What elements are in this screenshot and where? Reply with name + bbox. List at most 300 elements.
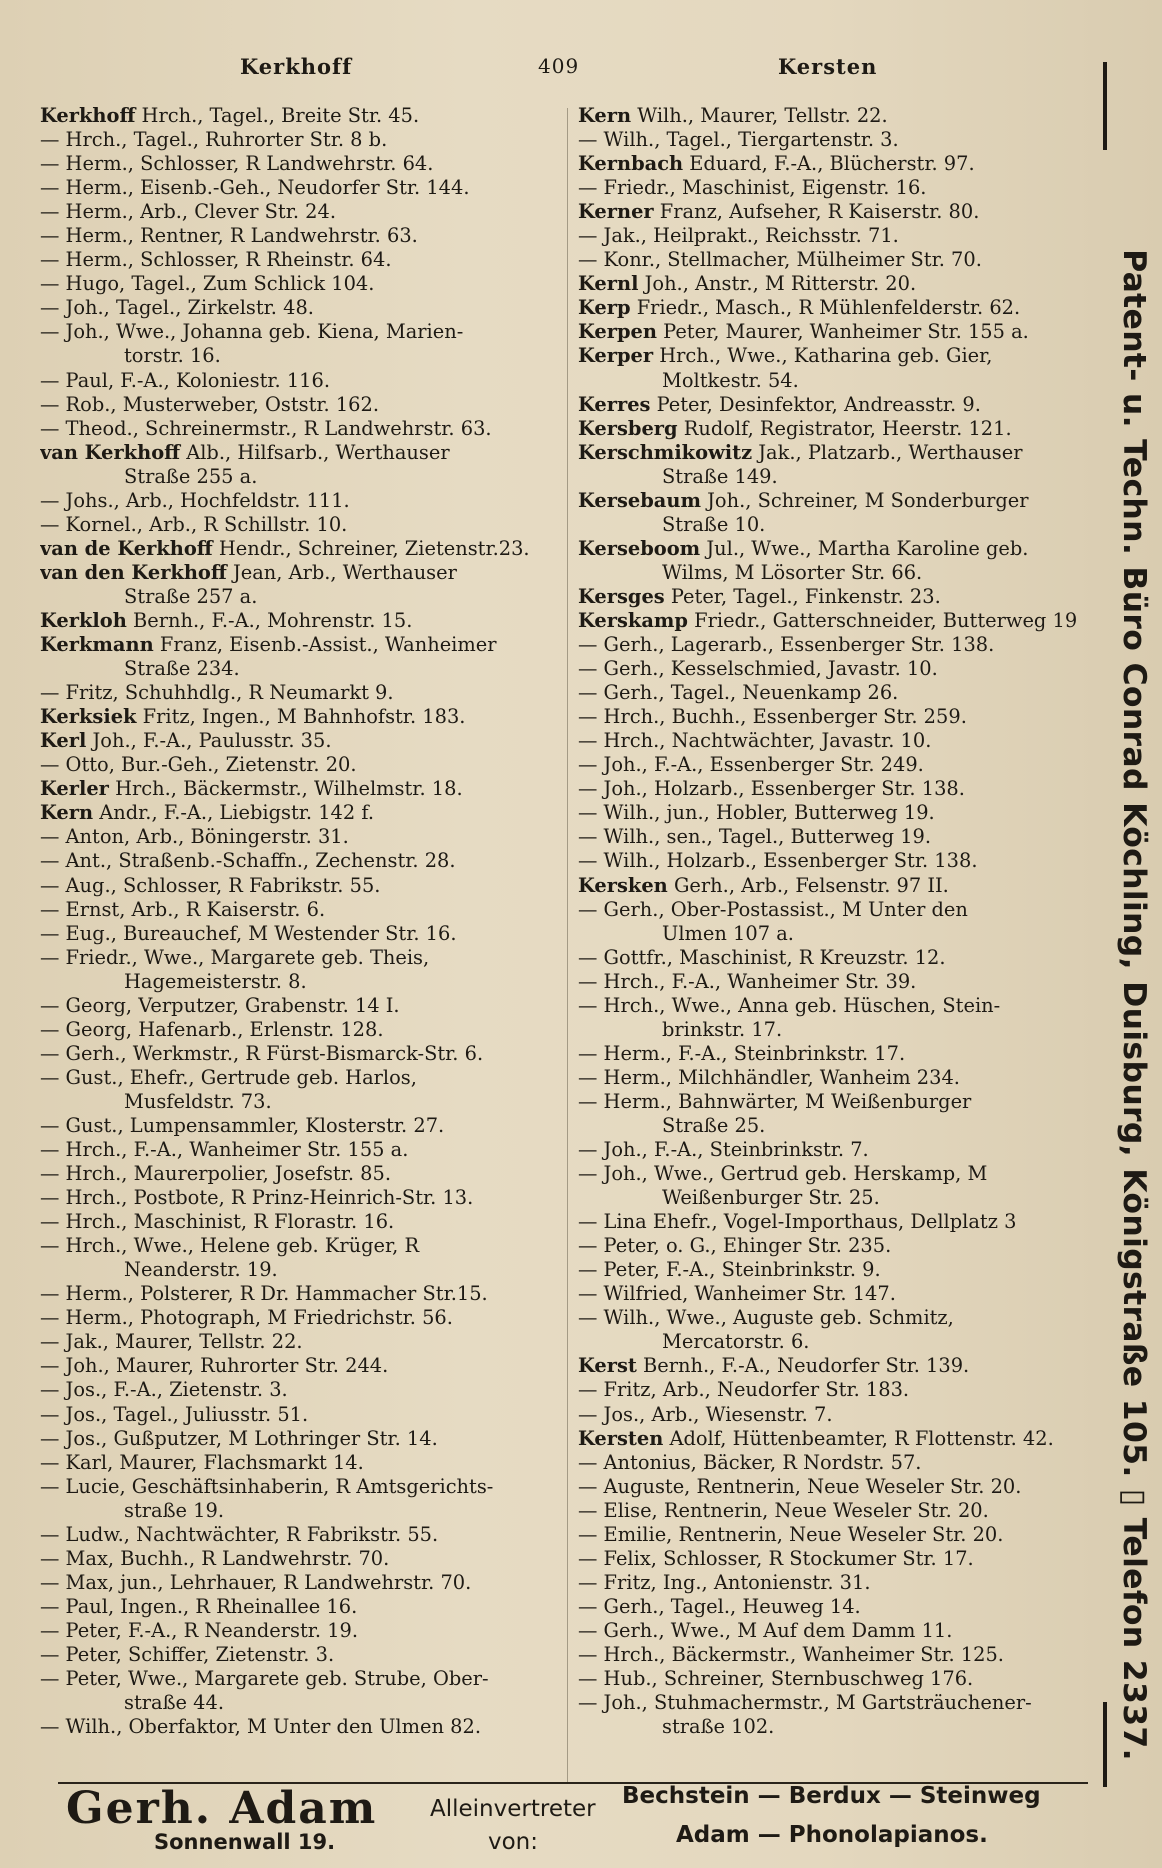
entry-text: — Felix, Schlosser, R Stockumer Str. 17.: [578, 1546, 974, 1570]
entry-text: Straße 255 a.: [124, 464, 258, 488]
directory-entry-line: [40, 489, 580, 513]
entry-surname: Kerp: [578, 296, 631, 320]
directory-entry-line: [578, 1306, 1088, 1330]
directory-entry-line: [40, 1042, 580, 1066]
entry-text: Friedr., Masch., R Mühlenfelderstr. 62.: [630, 296, 1021, 320]
entry-text: Neanderstr. 19.: [124, 1258, 278, 1282]
entry-text: Gerh., Arb., Felsenstr. 97 II.: [667, 873, 949, 897]
entry-text: — Gust., Lumpensammler, Klosterstr. 27.: [40, 1113, 445, 1137]
directory-entry-line: [40, 849, 580, 873]
left-column-entries: [40, 104, 580, 1739]
running-header-right: Kersten: [778, 54, 878, 79]
directory-entry-line: [578, 1691, 1088, 1715]
entry-text: Adolf, Hüttenbeamter, R Flottenstr. 42.: [663, 1426, 1054, 1450]
directory-entry-line: [578, 200, 1088, 224]
entry-text: — Jos., Tagel., Juliusstr. 51.: [40, 1402, 309, 1426]
directory-entry-line: [578, 801, 1088, 825]
directory-entry-line: [40, 970, 580, 994]
directory-entry-line: [578, 825, 1088, 849]
directory-entry-line: [578, 128, 1088, 152]
directory-entry-line: [578, 1354, 1088, 1378]
entry-text: — Herm., Arb., Clever Str. 24.: [40, 200, 337, 224]
entry-text: — Jos., Gußputzer, M Lothringer Str. 14.: [40, 1426, 438, 1450]
directory-entry-line: [40, 1354, 580, 1378]
directory-entry-line: [40, 344, 580, 368]
entry-text: — Hrch., F.-A., Wanheimer Str. 155 a.: [40, 1138, 409, 1162]
directory-entry-line: [40, 1162, 580, 1186]
directory-entry-line: [40, 1018, 580, 1042]
entry-text: — Gerh., Werkmstr., R Fürst-Bismarck-Str. 6.: [40, 1041, 484, 1065]
entry-text: — Gerh., Tagel., Neuenkamp 26.: [578, 681, 899, 705]
directory-entry-line: [578, 994, 1088, 1018]
entry-text: — Ludw., Nachtwächter, R Fabrikstr. 55.: [40, 1522, 439, 1546]
directory-entry-line: [578, 1210, 1088, 1234]
directory-entry-line: [40, 152, 580, 176]
directory-entry-line: [40, 898, 580, 922]
entry-text: Joh., Schreiner, M Sonderburger: [700, 488, 1029, 512]
entry-surname: Kerschmikowitz: [578, 440, 753, 464]
directory-entry-line: [40, 128, 580, 152]
footer-ad-brands-line2: Adam — Phonolapianos.: [676, 1822, 988, 1848]
directory-entry-line: [578, 1138, 1088, 1162]
directory-entry-line: [578, 633, 1088, 657]
entry-text: Jak., Platzarb., Werthauser: [752, 440, 1023, 464]
entry-text: Jul., Wwe., Martha Karoline geb.: [700, 536, 1029, 560]
entry-text: — Herm., Rentner, R Landwehrstr. 63.: [40, 224, 418, 248]
directory-entry-line: [578, 970, 1088, 994]
directory-entry-line: [40, 537, 580, 561]
right-column-entries: [578, 104, 1088, 1739]
entry-text: — Antonius, Bäcker, R Nordstr. 57.: [578, 1450, 922, 1474]
directory-entry-line: [40, 465, 580, 489]
entry-text: Hagemeisterstr. 8.: [124, 969, 307, 993]
entry-surname: van den Kerkhoff: [40, 560, 227, 584]
entry-text: — Herm., Polsterer, R Dr. Hammacher Str.15.: [40, 1282, 488, 1306]
entry-surname: Kerkhoff: [40, 104, 136, 127]
entry-surname: van de Kerkhoff: [40, 536, 213, 560]
directory-entry-line: [578, 1234, 1088, 1258]
directory-entry-line: [40, 176, 580, 200]
directory-entry-line: [578, 537, 1088, 561]
entry-text: — Herm., Milchhändler, Wanheim 234.: [578, 1065, 960, 1089]
entry-text: — Kornel., Arb., R Schillstr. 10.: [40, 512, 348, 536]
entry-text: Hrch., Wwe., Katharina geb. Gier,: [653, 344, 993, 368]
entry-text: — Jos., Arb., Wiesenstr. 7.: [578, 1402, 833, 1426]
directory-entry-line: [578, 1066, 1088, 1090]
directory-entry-line: [40, 417, 580, 441]
footer-ad-brands-line1: Bechstein — Berdux — Steinweg: [622, 1783, 1041, 1809]
entry-text: — Konr., Stellmacher, Mülheimer Str. 70.: [578, 248, 982, 272]
running-header-left: Kerkhoff: [240, 54, 353, 79]
entry-text: straße 19.: [124, 1498, 225, 1522]
directory-entry-line: [578, 1403, 1088, 1427]
entry-text: — Peter, F.-A., Steinbrinkstr. 9.: [578, 1258, 881, 1282]
entry-text: — Lina Ehefr., Vogel-Importhaus, Dellplatz 3: [578, 1210, 1017, 1234]
entry-surname: Kern: [40, 801, 94, 825]
directory-entry-line: [40, 1451, 580, 1475]
entry-surname: Kerkloh: [40, 608, 127, 632]
entry-text: — Joh., F.-A., Steinbrinkstr. 7.: [578, 1138, 869, 1162]
entry-text: — Aug., Schlosser, R Fabrikstr. 55.: [40, 873, 381, 897]
entry-text: — Auguste, Rentnerin, Neue Weseler Str. 20.: [578, 1474, 1022, 1498]
entry-text: — Jak., Heilprakt., Reichsstr. 71.: [578, 224, 899, 248]
entry-text: — Herm., Schlosser, R Landwehrstr. 64.: [40, 152, 434, 176]
directory-entry-line: [40, 272, 580, 296]
entry-text: Weißenburger Str. 25.: [662, 1186, 880, 1210]
entry-text: Ulmen 107 a.: [662, 921, 794, 945]
entry-text: — Joh., Wwe., Gertrud geb. Herskamp, M: [578, 1162, 988, 1186]
entry-surname: Kerst: [578, 1354, 637, 1378]
directory-entry-line: [40, 248, 580, 272]
entry-text: Straße 149.: [662, 464, 778, 488]
directory-entry-line: [40, 1427, 580, 1451]
entry-surname: Kerpen: [578, 320, 657, 344]
directory-entry-line: [578, 657, 1088, 681]
directory-entry-line: [40, 513, 580, 537]
entry-text: Peter, Desinfektor, Andreasstr. 9.: [650, 392, 981, 416]
directory-entry-line: [40, 1138, 580, 1162]
entry-text: — Jos., F.-A., Zietenstr. 3.: [40, 1378, 288, 1402]
directory-entry-line: [578, 369, 1088, 393]
directory-entry-line: [40, 633, 580, 657]
directory-entry-line: [578, 296, 1088, 320]
entry-text: — Hrch., F.-A., Wanheimer Str. 39.: [578, 969, 917, 993]
entry-text: Fritz, Ingen., M Bahnhofstr. 183.: [136, 705, 466, 729]
directory-entry-line: [578, 417, 1088, 441]
entry-text: Bernh., F.-A., Neudorfer Str. 139.: [636, 1354, 970, 1378]
entry-surname: Kerkmann: [40, 633, 154, 657]
directory-entry-line: [578, 1330, 1088, 1354]
directory-entry-line: [578, 465, 1088, 489]
entry-text: — Gerh., Lagerarb., Essenberger Str. 138.: [578, 633, 995, 657]
directory-entry-line: [578, 1595, 1088, 1619]
entry-text: Friedr., Gatterschneider, Butterweg 19: [687, 608, 1078, 632]
entry-text: — Peter, Wwe., Margarete geb. Strube, Ober-: [40, 1667, 489, 1691]
directory-entry-line: [40, 922, 580, 946]
entry-text: Bernh., F.-A., Mohrenstr. 15.: [126, 608, 413, 632]
entry-text: — Hrch., Bäckermstr., Wanheimer Str. 125.: [578, 1643, 1004, 1666]
entry-text: — Hrch., Nachtwächter, Javastr. 10.: [578, 729, 932, 753]
entry-text: — Wilh., Holzarb., Essenberger Str. 138.: [578, 849, 978, 873]
entry-text: — Hrch., Maurerpolier, Josefstr. 85.: [40, 1162, 392, 1186]
entry-text: — Wilh., Wwe., Auguste geb. Schmitz,: [578, 1306, 954, 1330]
entry-text: Straße 234.: [124, 657, 240, 681]
entry-text: — Hugo, Tagel., Zum Schlick 104.: [40, 272, 375, 296]
directory-entry-line: [40, 1547, 580, 1571]
directory-entry-line: [578, 224, 1088, 248]
entry-text: straße 44.: [124, 1691, 225, 1715]
directory-entry-line: [578, 946, 1088, 970]
entry-text: Hrch., Tagel., Breite Str. 45.: [135, 104, 420, 127]
directory-entry-line: [40, 1330, 580, 1354]
directory-entry-line: [40, 1210, 580, 1234]
directory-entry-line: [578, 393, 1088, 417]
entry-surname: Kerskamp: [578, 608, 688, 632]
directory-entry-line: [578, 248, 1088, 272]
entry-text: — Fritz, Schuhhdlg., R Neumarkt 9.: [40, 681, 394, 705]
directory-entry-line: [578, 1499, 1088, 1523]
directory-entry-line: [578, 489, 1088, 513]
directory-entry-line: [40, 224, 580, 248]
entry-text: Franz, Aufseher, R Kaiserstr. 80.: [653, 200, 980, 224]
directory-entry-line: [40, 705, 580, 729]
entry-text: — Paul, Ingen., R Rheinallee 16.: [40, 1594, 358, 1618]
directory-entry-line: [578, 1114, 1088, 1138]
directory-entry-line: [40, 1403, 580, 1427]
entry-text: — Joh., F.-A., Essenberger Str. 249.: [578, 753, 924, 777]
directory-entry-line: [578, 513, 1088, 537]
directory-entry-line: [40, 585, 580, 609]
directory-entry-line: [40, 320, 580, 344]
entry-text: — Anton, Arb., Böningerstr. 31.: [40, 825, 349, 849]
directory-entry-line: [578, 152, 1088, 176]
directory-entry-line: [40, 296, 580, 320]
entry-text: — Eug., Bureauchef, M Westender Str. 16.: [40, 921, 457, 945]
entry-text: Joh., Anstr., M Ritterstr. 20.: [638, 272, 917, 296]
entry-text: — Herm., Bahnwärter, M Weißenburger: [578, 1089, 972, 1113]
directory-entry-line: [40, 729, 580, 753]
entry-text: Straße 25.: [662, 1113, 766, 1137]
directory-entry-line: [40, 994, 580, 1018]
directory-entry-line: [40, 1090, 580, 1114]
footer-ad-address: Sonnenwall 19.: [154, 1830, 336, 1854]
page-number: 409: [538, 54, 580, 78]
entry-text: — Gerh., Kesselschmied, Javastr. 10.: [578, 657, 938, 681]
directory-entry-line: [40, 200, 580, 224]
entry-text: — Fritz, Ing., Antonienstr. 31.: [578, 1570, 871, 1594]
directory-entry-line: [578, 1042, 1088, 1066]
directory-entry-line: [578, 922, 1088, 946]
directory-entry-line: [578, 1475, 1088, 1499]
entry-surname: Kernl: [578, 272, 639, 296]
entry-text: torstr. 16.: [124, 344, 221, 368]
sidebar-rule-bottom: [1103, 1702, 1107, 1787]
footer-ad-company-name: Gerh. Adam: [66, 1783, 378, 1834]
directory-entry-line: [578, 1018, 1088, 1042]
directory-entry-line: [578, 585, 1088, 609]
entry-text: Musfeldstr. 73.: [124, 1089, 272, 1113]
directory-entry-line: [578, 1427, 1088, 1451]
entry-text: — Rob., Musterweber, Oststr. 162.: [40, 392, 380, 416]
entry-text: — Joh., Holzarb., Essenberger Str. 138.: [578, 777, 965, 801]
entry-text: — Gerh., Ober-Postassist., M Unter den: [578, 897, 968, 921]
entry-text: — Gottfr., Maschinist, R Kreuzstr. 12.: [578, 945, 946, 969]
entry-text: Peter, Tagel., Finkenstr. 23.: [664, 584, 941, 608]
entry-surname: Kerl: [40, 729, 87, 753]
entry-text: — Georg, Verputzer, Grabenstr. 14 I.: [40, 993, 400, 1017]
entry-text: — Peter, o. G., Ehinger Str. 235.: [578, 1234, 892, 1258]
directory-entry-line: [578, 1090, 1088, 1114]
directory-entry-line: [40, 681, 580, 705]
entry-surname: Kerler: [40, 777, 109, 801]
entry-text: Wilms, M Lösorter Str. 66.: [662, 560, 923, 584]
entry-text: — Hrch., Wwe., Anna geb. Hüschen, Stein-: [578, 993, 1001, 1017]
entry-text: Mercatorstr. 6.: [662, 1330, 810, 1354]
entry-text: — Peter, F.-A., R Neanderstr. 19.: [40, 1618, 359, 1642]
directory-entry-line: [578, 1643, 1088, 1667]
directory-entry-line: [40, 1114, 580, 1138]
directory-entry-line: [40, 1523, 580, 1547]
directory-entry-line: [578, 874, 1088, 898]
entry-text: — Max, jun., Lehrhauer, R Landwehrstr. 70.: [40, 1570, 472, 1594]
directory-entry-line: [578, 1547, 1088, 1571]
entry-surname: Kersten: [578, 1426, 664, 1450]
entry-text: Eduard, F.-A., Blücherstr. 97.: [683, 152, 975, 176]
entry-text: — Max, Buchh., R Landwehrstr. 70.: [40, 1546, 390, 1570]
entry-text: Andr., F.-A., Liebigstr. 142 f.: [93, 801, 375, 825]
directory-entry-line: [40, 393, 580, 417]
entry-surname: Kersebaum: [578, 488, 701, 512]
directory-entry-line: [578, 753, 1088, 777]
directory-entry-line: [578, 1619, 1088, 1643]
entry-text: — Hrch., Tagel., Ruhrorter Str. 8 b.: [40, 128, 388, 152]
entry-text: — Lucie, Geschäftsinhaberin, R Amtsgerichts-: [40, 1474, 494, 1498]
entry-text: — Ernst, Arb., R Kaiserstr. 6.: [40, 897, 326, 921]
directory-entry-line: [40, 1186, 580, 1210]
entry-text: — Hrch., Maschinist, R Florastr. 16.: [40, 1210, 395, 1234]
directory-entry-line: [578, 1258, 1088, 1282]
directory-entry-line: [40, 1571, 580, 1595]
directory-entry-line: [578, 1186, 1088, 1210]
entry-text: Hendr., Schreiner, Zietenstr.23.: [212, 536, 530, 560]
entry-text: — Joh., Wwe., Johanna geb. Kiena, Marien-: [40, 320, 464, 344]
directory-entry-line: [40, 1691, 580, 1715]
directory-entry-line: [578, 849, 1088, 873]
directory-entry-line: [40, 657, 580, 681]
entry-text: — Herm., Schlosser, R Rheinstr. 64.: [40, 248, 392, 272]
entry-surname: Kerksiek: [40, 705, 137, 729]
entry-text: Peter, Maurer, Wanheimer Str. 155 a.: [656, 320, 1029, 344]
entry-surname: Kernbach: [578, 152, 684, 176]
sidebar-ad-text: Patent- u. Techn. Büro Conrad Köchling, Duisburg, Königstraße 105. ▯ Telefon 2337.: [1116, 249, 1152, 1761]
entry-text: — Herm., Photograph, M Friedrichstr. 56.: [40, 1306, 453, 1330]
directory-entry-line: [578, 777, 1088, 801]
directory-entry-line: [578, 898, 1088, 922]
directory-entry-line: [40, 825, 580, 849]
directory-entry-line: [40, 441, 580, 465]
entry-text: — Theod., Schreinermstr., R Landwehrstr. 63.: [40, 416, 492, 440]
entry-text: — Karl, Maurer, Flachsmarkt 14.: [40, 1450, 364, 1474]
directory-entry-line: [40, 1475, 580, 1499]
entry-text: — Wilh., Oberfaktor, M Unter den Ulmen 82.: [40, 1715, 481, 1739]
directory-entry-line: [578, 1715, 1088, 1739]
directory-entry-line: [40, 777, 580, 801]
entry-text: Franz, Eisenb.-Assist., Wanheimer: [153, 633, 497, 657]
directory-entry-line: [40, 1667, 580, 1691]
entry-text: — Johs., Arb., Hochfeldstr. 111.: [40, 488, 350, 512]
directory-entry-line: [40, 1258, 580, 1282]
directory-entry-line: [40, 1619, 580, 1643]
entry-surname: Kersken: [578, 873, 668, 897]
directory-entry-line: [578, 681, 1088, 705]
entry-text: — Elise, Rentnerin, Neue Weseler Str. 20.: [578, 1498, 989, 1522]
entry-text: — Hrch., Postbote, R Prinz-Heinrich-Str. 13.: [40, 1186, 474, 1210]
directory-entry-line: [40, 1499, 580, 1523]
entry-text: — Peter, Schiffer, Zietenstr. 3.: [40, 1643, 335, 1666]
entry-text: — Wilfried, Wanheimer Str. 147.: [578, 1282, 896, 1306]
entry-text: — Georg, Hafenarb., Erlenstr. 128.: [40, 1017, 384, 1041]
entry-surname: Kerner: [578, 200, 654, 224]
directory-entry-line: [40, 801, 580, 825]
entry-text: — Gust., Ehefr., Gertrude geb. Harlos,: [40, 1065, 417, 1089]
entry-text: Moltkestr. 54.: [662, 368, 799, 392]
entry-text: — Ant., Straßenb.-Schaffn., Zechenstr. 28.: [40, 849, 456, 873]
directory-entry-line: [40, 1643, 580, 1667]
directory-entry-line: [578, 729, 1088, 753]
entry-text: — Emilie, Rentnerin, Neue Weseler Str. 20.: [578, 1522, 1004, 1546]
entry-text: — Friedr., Wwe., Margarete geb. Theis,: [40, 945, 430, 969]
entry-surname: Kerseboom: [578, 536, 701, 560]
directory-entry-line: [40, 609, 580, 633]
footer-ad-representative: Alleinvertreter: [430, 1796, 596, 1822]
entry-text: — Wilh., jun., Hobler, Butterweg 19.: [578, 801, 935, 825]
directory-entry-line: [578, 1451, 1088, 1475]
entry-surname: van Kerkhoff: [40, 440, 181, 464]
directory-entry-line: [578, 1523, 1088, 1547]
directory-entry-line: [40, 561, 580, 585]
entry-text: Rudolf, Registrator, Heerstr. 121.: [677, 416, 1012, 440]
entry-surname: Kerper: [578, 344, 654, 368]
directory-entry-line: [578, 1162, 1088, 1186]
directory-entry-line: [40, 1715, 580, 1739]
entry-text: — Wilh., sen., Tagel., Butterweg 19.: [578, 825, 932, 849]
directory-entry-line: [40, 874, 580, 898]
directory-entry-line: [40, 1378, 580, 1402]
entry-text: Jean, Arb., Werthauser: [226, 560, 457, 584]
directory-entry-line: [40, 1234, 580, 1258]
directory-entry-line: [578, 441, 1088, 465]
directory-entry-line: [578, 1571, 1088, 1595]
directory-entry-line: [40, 104, 580, 128]
entry-surname: Kerres: [578, 392, 651, 416]
entry-text: — Joh., Tagel., Zirkelstr. 48.: [40, 296, 314, 320]
entry-text: — Wilh., Tagel., Tiergartenstr. 3.: [578, 128, 899, 152]
directory-entry-line: [40, 369, 580, 393]
entry-text: brinkstr. 17.: [662, 1017, 783, 1041]
directory-entry-line: [578, 1282, 1088, 1306]
entry-text: — Joh., Stuhmachermstr., M Gartsträuchener-: [578, 1691, 1032, 1715]
entry-text: Hrch., Bäckermstr., Wilhelmstr. 18.: [108, 777, 463, 801]
directory-entry-line: [578, 272, 1088, 296]
entry-text: Straße 257 a.: [124, 584, 258, 608]
entry-text: — Hrch., Wwe., Helene geb. Krüger, R: [40, 1234, 420, 1258]
directory-entry-line: [40, 1306, 580, 1330]
sidebar-rule-top: [1103, 62, 1107, 150]
entry-text: straße 102.: [662, 1715, 775, 1739]
entry-text: Straße 10.: [662, 512, 766, 536]
entry-text: — Hub., Schreiner, Sternbuschweg 176.: [578, 1667, 974, 1691]
entry-text: — Herm., F.-A., Steinbrinkstr. 17.: [578, 1041, 906, 1065]
directory-entry-line: [578, 320, 1088, 344]
directory-entry-line: [578, 104, 1088, 128]
entry-text: — Herm., Eisenb.-Geh., Neudorfer Str. 144.: [40, 176, 470, 200]
directory-entry-line: [578, 1667, 1088, 1691]
directory-entry-line: [40, 1595, 580, 1619]
entry-text: Joh., F.-A., Paulusstr. 35.: [86, 729, 332, 753]
entry-text: — Gerh., Wwe., M Auf dem Damm 11.: [578, 1618, 953, 1642]
directory-entry-line: [578, 344, 1088, 368]
entry-text: — Gerh., Tagel., Heuweg 14.: [578, 1594, 861, 1618]
entry-surname: Kersberg: [578, 416, 678, 440]
entry-text: — Fritz, Arb., Neudorfer Str. 183.: [578, 1378, 910, 1402]
directory-entry-line: [578, 609, 1088, 633]
entry-text: Wilh., Maurer, Tellstr. 22.: [631, 104, 888, 127]
entry-text: Alb., Hilfsarb., Werthauser: [180, 440, 450, 464]
entry-text: — Friedr., Maschinist, Eigenstr. 16.: [578, 176, 927, 200]
entry-text: — Otto, Bur.-Geh., Zietenstr. 20.: [40, 753, 357, 777]
column-divider: [567, 108, 568, 1783]
entry-text: — Jak., Maurer, Tellstr. 22.: [40, 1330, 303, 1354]
